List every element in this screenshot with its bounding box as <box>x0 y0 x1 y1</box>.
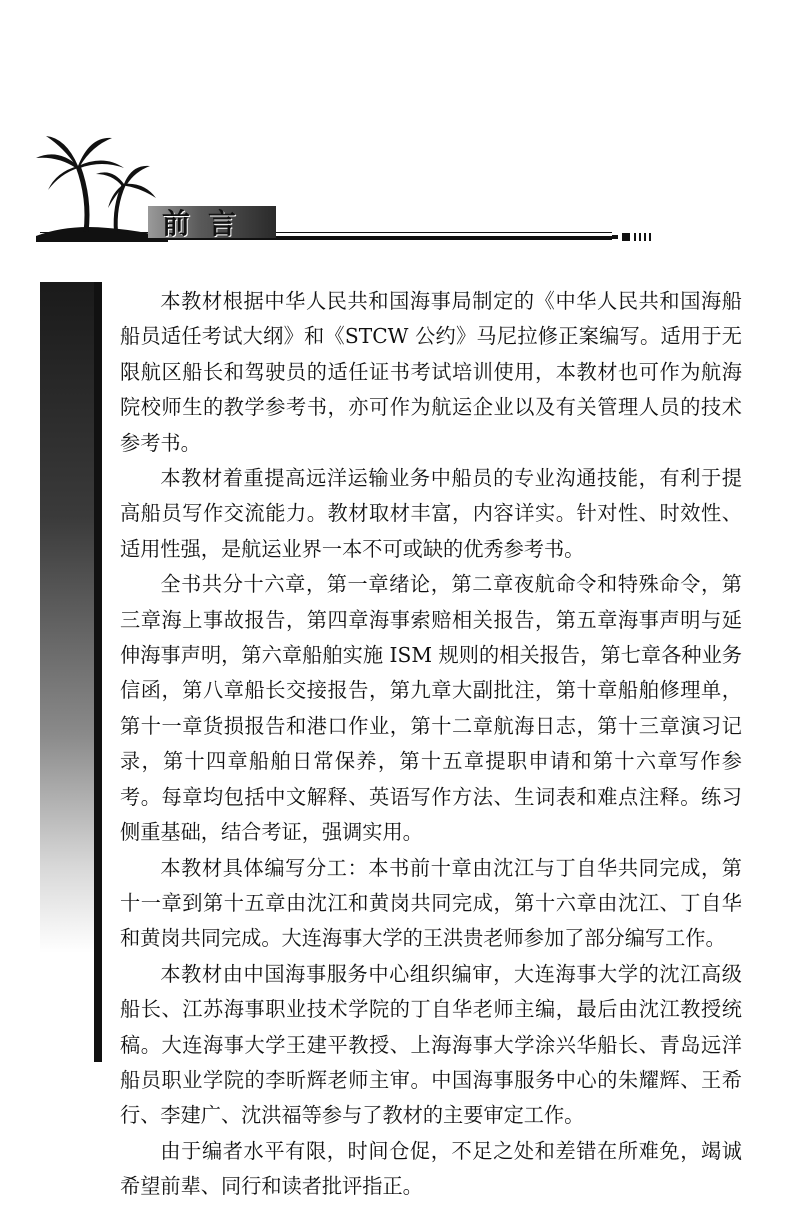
paragraph: 由于编者水平有限，时间仓促，不足之处和差错在所难免，竭诚希望前辈、同行和读者批评指正。 <box>120 1138 742 1199</box>
paragraph: 全书共分十六章，第一章绪论，第二章夜航命令和特殊命令，第三章海上事故报告，第四章海事索赔相关报告，第五章海事声明与延伸海事声明，第六章船舶实施 ISM 规则的相关报告，第七章各种业务信函，第八章船长交接报告，第九章大副批注，第十章船舶修理单，第十一章货损报告和港口作业，第十二章航海日志，第十三章演习记录，第十四章船舶日常保养，第十五章提职申请和第十六章写作参考。每章均包括中文解释、英语写作方法、生词表和难点注释。练习侧重基础，结合考证，强调实用。 <box>120 572 742 845</box>
side-edge-bar <box>94 282 102 1062</box>
paragraph: 本教材根据中华人民共和国海事局制定的《中华人民共和国海船船员适任考试大纲》和《STCW 公约》马尼拉修正案编写。适用于无限航区船长和驾驶员的适任证书考试培训使用，本教材也可作为航海院校师生的教学参考书，亦可作为航运企业以及有关管理人员的技术参考书。 <box>120 289 742 455</box>
paragraph: 本教材由中国海事服务中心组织编审，大连海事大学的沈江高级船长、江苏海事职业技术学院的丁自华老师主编，最后由沈江教授统稿。大连海事大学王建平教授、上海海事大学涂兴华船长、青岛远洋船员职业学院的李昕辉老师主审。中国海事服务中心的朱耀辉、王希行、李建广、沈洪福等参与了教材的主要审定工作。 <box>120 961 742 1128</box>
paragraph: 本教材具体编写分工：本书前十章由沈江与丁自华共同完成，第十一章到第十五章由沈江和黄岗共同完成，第十六章由沈江、丁自华和黄岗共同完成。大连海事大学的王洪贵老师参加了部分编写工作。 <box>120 855 742 951</box>
header-rule-thin <box>40 232 612 233</box>
paragraph: 本教材着重提高远洋运输业务中船员的专业沟通技能，有利于提高船员写作交流能力。教材取材丰富，内容详实。针对性、时效性、适用性强，是航运业界一本不可或缺的优秀参考书。 <box>120 466 742 561</box>
page-title: 前言 <box>162 207 255 240</box>
preface-body <box>120 284 742 1205</box>
side-gradient-bar <box>40 282 100 1062</box>
rule-ornament-icon <box>612 232 656 242</box>
header-rule <box>40 236 612 240</box>
